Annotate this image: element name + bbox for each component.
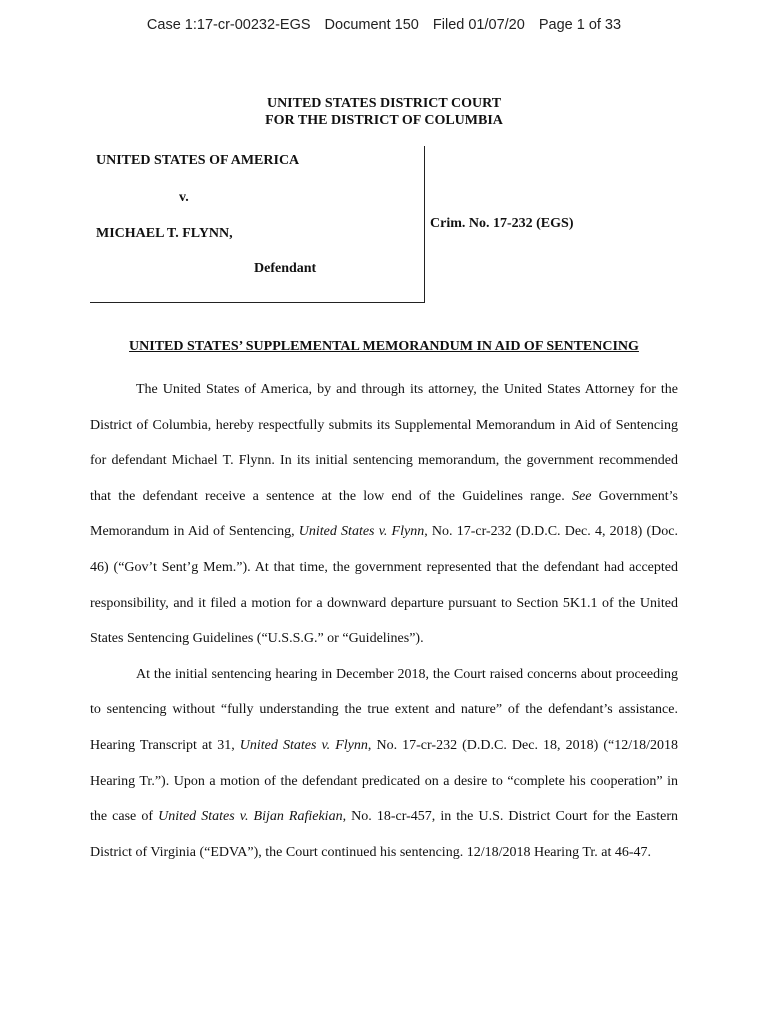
court-line-2: FOR THE DISTRICT OF COLUMBIA — [265, 113, 503, 128]
italic-citation: United States v. Flynn — [239, 737, 368, 753]
italic-citation: See — [571, 488, 592, 504]
case-caption — [90, 146, 425, 303]
document-title: UNITED STATES’ SUPPLEMENTAL MEMORANDUM IN AID OF SENTENCING — [129, 339, 639, 354]
ecf-header — [0, 17, 768, 33]
page-indicator: Page 1 of 33 — [538, 17, 622, 33]
italic-citation: United States v. Flynn — [298, 524, 425, 540]
document-number: Document 150 — [324, 17, 419, 33]
defendant-role: Defendant — [254, 261, 317, 276]
paragraph-text: At the initial sentencing hearing in December 2018, the Court raised concerns about proceeding to sentencing without “fully understanding the true extent and nature” of the defendant’s assistance. Hearing Transcript at 31, — [90, 666, 678, 753]
defendant-name: MICHAEL T. FLYNN, — [96, 226, 233, 241]
paragraph-text: , No. 17-cr-232 (D.D.C. Dec. 18, 2018) (“12/18/2018 Hearing Tr.”). Upon a motion of the defendant predicated on a desire to “complete his cooperation” in the case of — [90, 737, 679, 825]
paragraph-text: The United States of America, by and through its attorney, the United States Attorney for the District of Columbia, hereby respectfully submits its Supplemental Memorandum in Aid of Sentencing for defendant Michael T. Flynn. In its initial sentencing memorandum, the government recommended that the defendant receive a sentence at the low end of the Guidelines range. — [90, 382, 678, 504]
body-paragraph — [90, 372, 678, 657]
plaintiff-name: UNITED STATES OF AMERICA — [96, 153, 300, 168]
paragraph-text: , No. 17-cr-232 (D.D.C. Dec. 4, 2018) (Doc. 46) (“Gov’t Sent’g Mem.”). At that time, the government represented that the defendant had accepted responsibility, and it filed a motion for a downward departure pursuant to Section 5K1.1 of the United States Sentencing Guidelines (“U.S.S.G.” or “Guidelines”). — [90, 524, 678, 647]
court-line-1: UNITED STATES DISTRICT COURT — [266, 96, 502, 111]
paragraph-text: , No. 18-cr-457, in the U.S. District Court for the Eastern District of Virginia (“EDVA”), the Court continued his sentencing. 12/18/2018 Hearing Tr. at 46-47. — [90, 809, 679, 860]
paragraph-text: Government’s Memorandum in Aid of Sentencing, — [90, 488, 678, 540]
filed-date: Filed 01/07/20 — [432, 17, 525, 33]
italic-citation: United States v. Bijan Rafiekian — [158, 809, 343, 825]
court-name — [0, 95, 768, 129]
versus: v. — [179, 190, 189, 205]
body-paragraph — [90, 657, 678, 871]
memorandum-body — [90, 372, 678, 870]
criminal-case-number: Crim. No. 17-232 (EGS) — [430, 216, 574, 231]
case-number-header: Case 1:17-cr-00232-EGS — [146, 17, 311, 33]
